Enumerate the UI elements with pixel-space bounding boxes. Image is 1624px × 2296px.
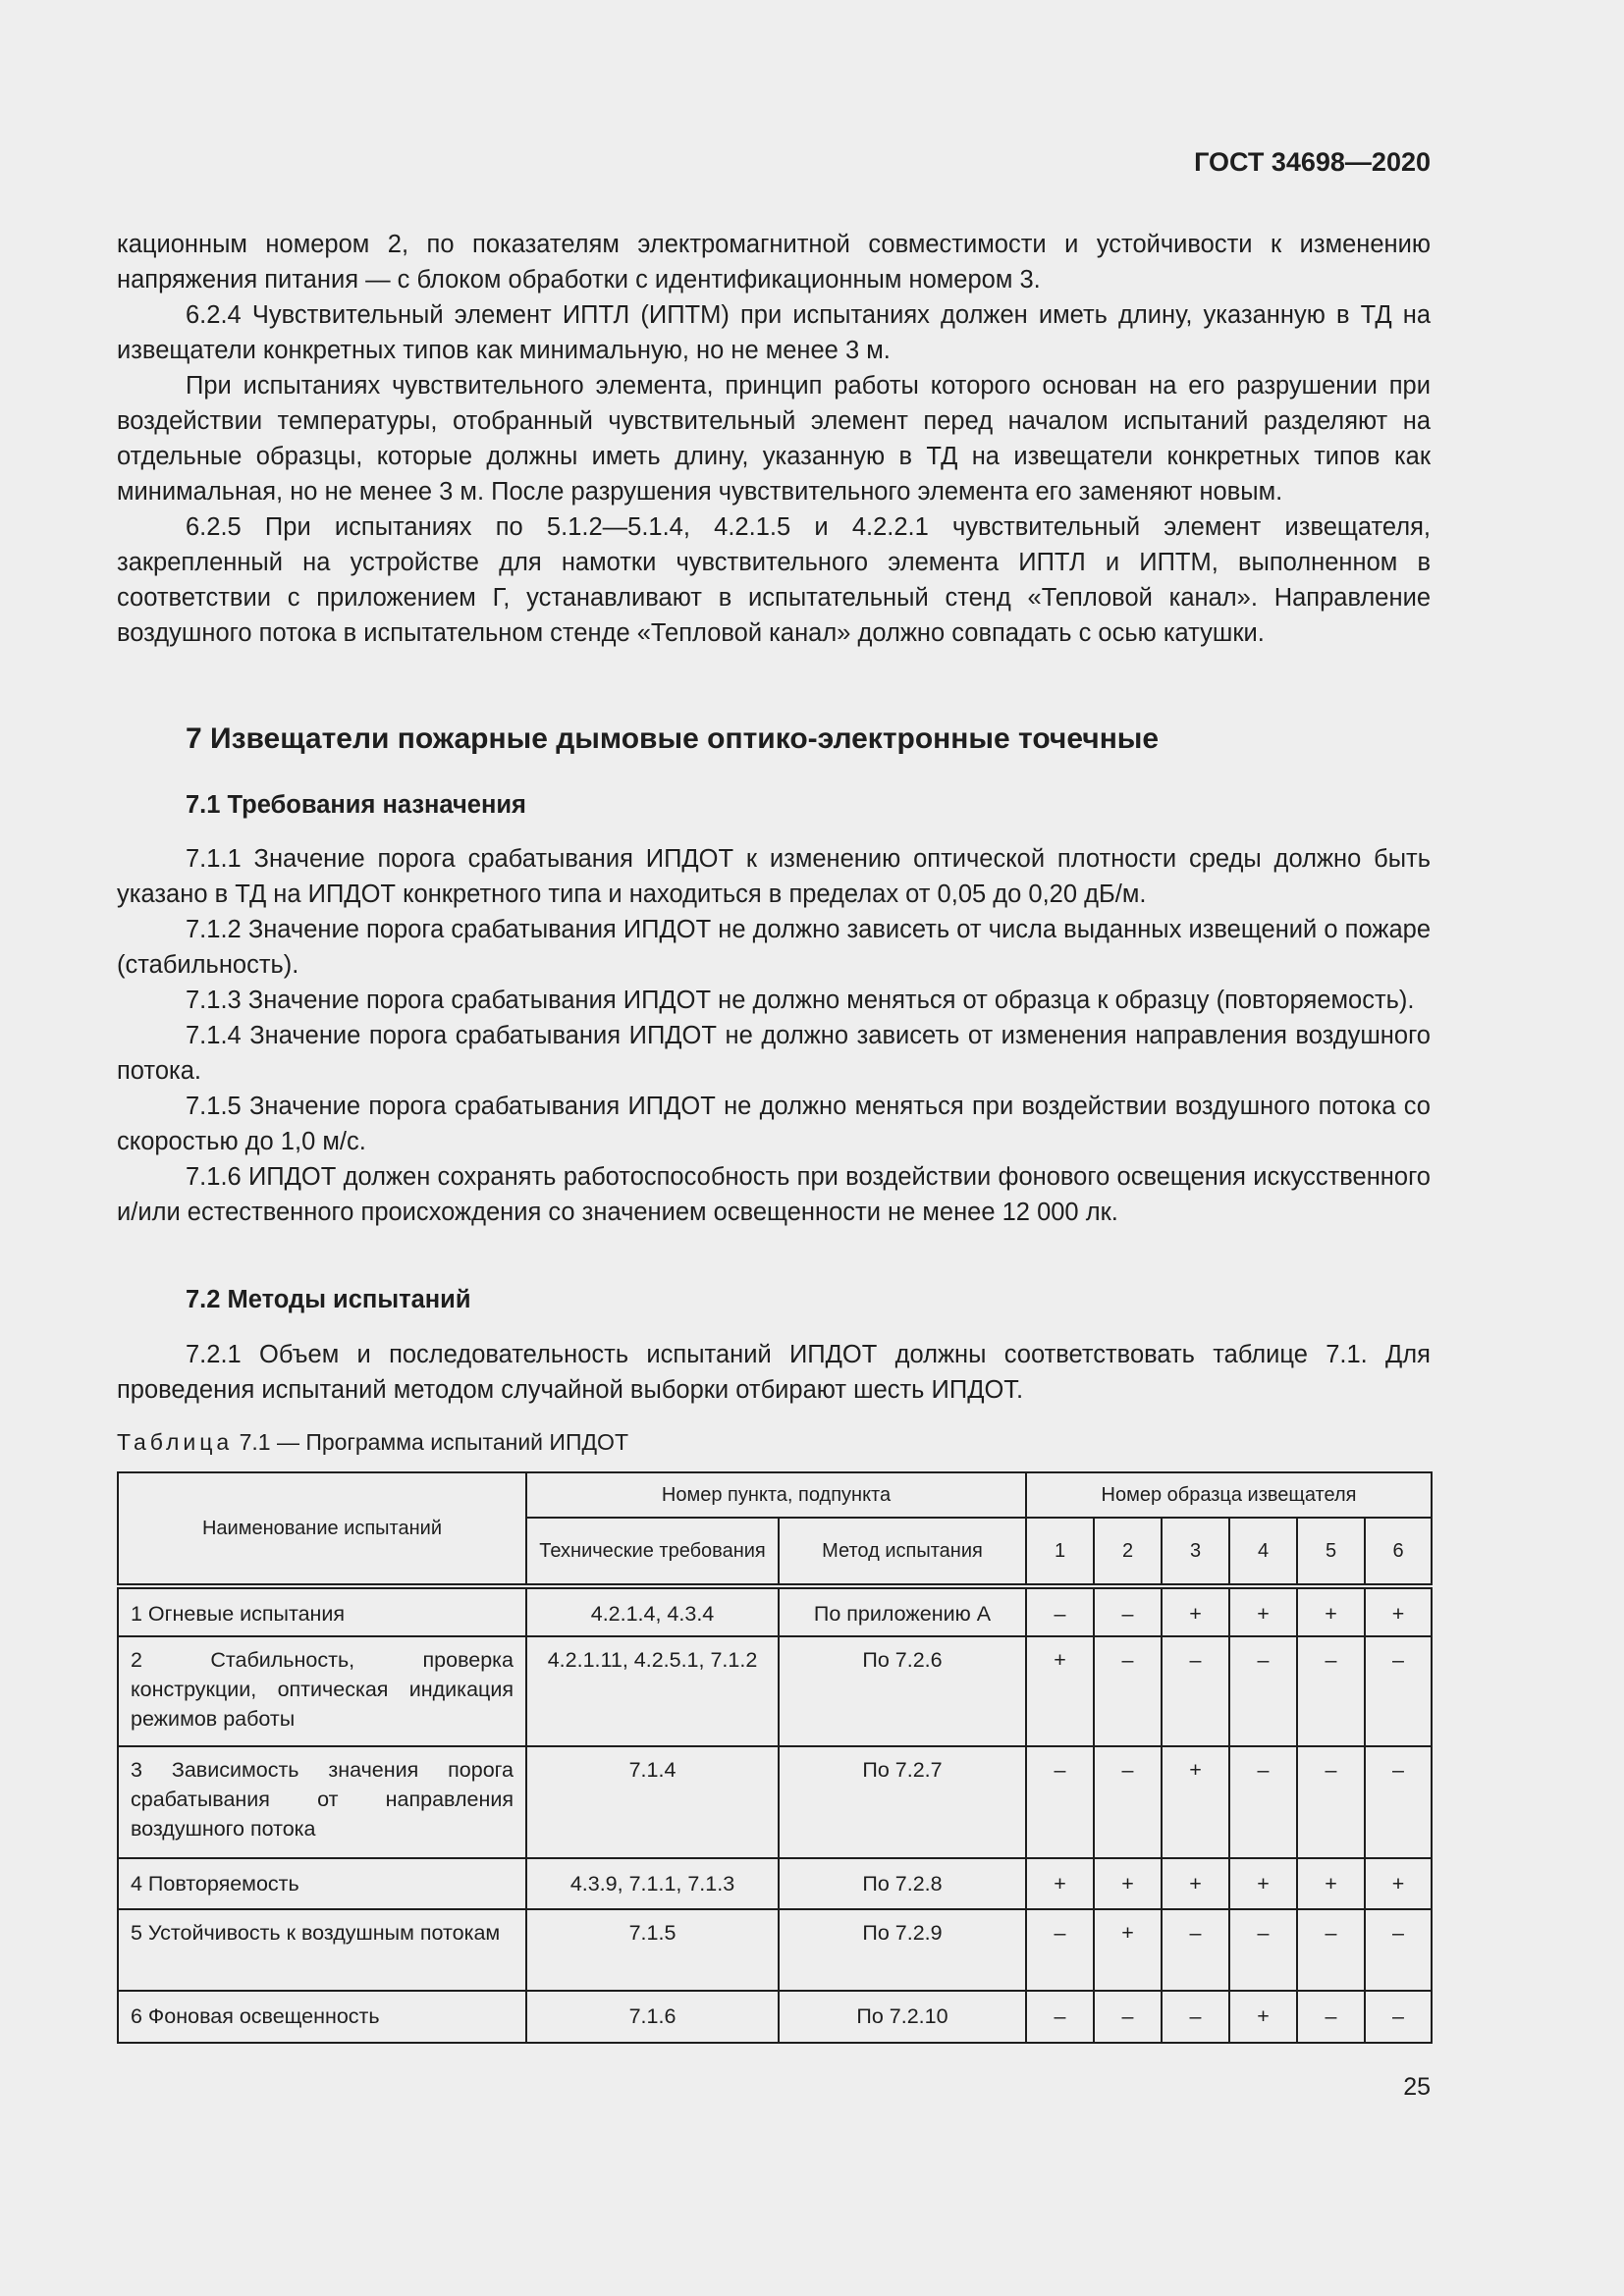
section-heading: 7 Извещатели пожарные дымовые оптико-электронные точечные bbox=[186, 722, 1160, 755]
tech-requirements: 7.1.6 bbox=[526, 1991, 779, 2043]
table-row bbox=[118, 1858, 1432, 1909]
table-caption bbox=[117, 1429, 628, 1456]
header-tech: Технические требования bbox=[526, 1518, 779, 1586]
sample-mark: + bbox=[1297, 1586, 1365, 1636]
sample-mark: + bbox=[1365, 1858, 1432, 1909]
tech-requirements: 4.2.1.4, 4.3.4 bbox=[526, 1586, 779, 1636]
table-row bbox=[118, 1909, 1432, 1991]
sample-mark: – bbox=[1365, 1991, 1432, 2043]
sample-mark: – bbox=[1365, 1909, 1432, 1991]
paragraph: 6.2.5 При испытаниях по 5.1.2—5.1.4, 4.2.1.5 и 4.2.2.1 чувствительный элемент извещателя, закрепленный на устройстве для намотки чувствительного элемента ИПТЛ и ИПТМ, выполненном в соответствии с приложением Г, устанавливают в испытательный стенд «Тепловой канал». Направление воздушного потока в испытательном стенде «Тепловой канал» должно совпадать с осью катушки. bbox=[117, 513, 1431, 647]
sample-mark: – bbox=[1026, 1909, 1094, 1991]
test-name: 3 Зависимость значения порога срабатывания от направления воздушного потока bbox=[118, 1746, 526, 1858]
test-program-table bbox=[117, 1471, 1433, 2044]
test-method: По 7.2.10 bbox=[779, 1991, 1026, 2043]
sample-mark: – bbox=[1229, 1746, 1297, 1858]
table-row bbox=[118, 1586, 1432, 1636]
paragraph: 7.1.2 Значение порога срабатывания ИПДОТ не должно зависеть от числа выданных извещений о пожаре (стабильность). bbox=[117, 916, 1431, 979]
text-block-71 bbox=[117, 841, 1431, 1230]
sample-mark: + bbox=[1094, 1858, 1162, 1909]
header-num: 1 bbox=[1026, 1518, 1094, 1586]
header-name: Наименование испытаний bbox=[118, 1472, 526, 1586]
sample-mark: + bbox=[1162, 1586, 1229, 1636]
test-method: По 7.2.9 bbox=[779, 1909, 1026, 1991]
text-block-top bbox=[117, 227, 1431, 651]
text-block-72 bbox=[117, 1337, 1431, 1408]
sample-mark: – bbox=[1094, 1746, 1162, 1858]
sample-mark: + bbox=[1229, 1586, 1297, 1636]
paragraph: 7.1.3 Значение порога срабатывания ИПДОТ не должно меняться от образца к образцу (повторяемость). bbox=[186, 987, 1415, 1014]
tech-requirements: 4.2.1.11, 4.2.5.1, 7.1.2 bbox=[526, 1636, 779, 1746]
sample-mark: – bbox=[1365, 1636, 1432, 1746]
sample-mark: + bbox=[1229, 1991, 1297, 2043]
paragraph: 7.1.1 Значение порога срабатывания ИПДОТ к изменению оптической плотности среды должно быть указано в ТД на ИПДОТ конкретного типа и находиться в пределах от 0,05 до 0,20 дБ/м. bbox=[117, 845, 1431, 908]
header-sample: Номер образца извещателя bbox=[1026, 1472, 1432, 1518]
test-method: По 7.2.7 bbox=[779, 1746, 1026, 1858]
test-name: 5 Устойчивость к воздушным потокам bbox=[118, 1909, 526, 1991]
paragraph: 7.1.4 Значение порога срабатывания ИПДОТ не должно зависеть от изменения направления воздушного потока. bbox=[117, 1022, 1431, 1085]
sample-mark: + bbox=[1162, 1858, 1229, 1909]
sample-mark: + bbox=[1026, 1636, 1094, 1746]
sample-mark: + bbox=[1094, 1909, 1162, 1991]
test-name: 4 Повторяемость bbox=[118, 1858, 526, 1909]
header-num: 3 bbox=[1162, 1518, 1229, 1586]
sample-mark: – bbox=[1297, 1746, 1365, 1858]
header-num: 2 bbox=[1094, 1518, 1162, 1586]
sample-mark: – bbox=[1094, 1991, 1162, 2043]
sample-mark: – bbox=[1229, 1636, 1297, 1746]
sample-mark: – bbox=[1162, 1909, 1229, 1991]
sample-mark: + bbox=[1365, 1586, 1432, 1636]
sample-mark: – bbox=[1229, 1909, 1297, 1991]
test-method: По 7.2.6 bbox=[779, 1636, 1026, 1746]
sample-mark: – bbox=[1026, 1746, 1094, 1858]
paragraph: При испытаниях чувствительного элемента, принцип работы которого основан на его разрушении при воздействии температуры, отобранный чувствительный элемент перед началом испытаний разделяют на отдельные образцы, которые должны иметь длину, указанную в ТД на извещатели конкретных типов как минимальная, но не менее 3 м. После разрушения чувствительного элемента его заменяют новым. bbox=[117, 372, 1431, 506]
paragraph: 7.1.5 Значение порога срабатывания ИПДОТ не должно меняться при воздействии воздушного потока со скоростью до 1,0 м/с. bbox=[117, 1093, 1431, 1155]
header-num: 5 bbox=[1297, 1518, 1365, 1586]
paragraph: 7.1.6 ИПДОТ должен сохранять работоспособность при воздействии фонового освещения искусственного и/или естественного происхождения со значением освещенности не менее 12 000 лк. bbox=[117, 1163, 1431, 1226]
tech-requirements: 7.1.4 bbox=[526, 1746, 779, 1858]
table-row bbox=[118, 1746, 1432, 1858]
caption-label: Таблица bbox=[117, 1429, 234, 1455]
sample-mark: + bbox=[1162, 1746, 1229, 1858]
table-row bbox=[118, 1991, 1432, 2043]
sample-mark: – bbox=[1094, 1586, 1162, 1636]
tech-requirements: 7.1.5 bbox=[526, 1909, 779, 1991]
sample-mark: – bbox=[1094, 1636, 1162, 1746]
test-method: По 7.2.8 bbox=[779, 1858, 1026, 1909]
document-header: ГОСТ 34698—2020 bbox=[1194, 147, 1431, 177]
header-num: 4 bbox=[1229, 1518, 1297, 1586]
subsection-heading: 7.2 Методы испытаний bbox=[186, 1286, 471, 1313]
sample-mark: – bbox=[1162, 1991, 1229, 2043]
page-number: 25 bbox=[1403, 2073, 1431, 2101]
test-name: 1 Огневые испытания bbox=[118, 1586, 526, 1636]
table-row bbox=[118, 1636, 1432, 1746]
test-method: По приложению А bbox=[779, 1586, 1026, 1636]
sample-mark: + bbox=[1026, 1858, 1094, 1909]
sample-mark: – bbox=[1026, 1586, 1094, 1636]
tech-requirements: 4.3.9, 7.1.1, 7.1.3 bbox=[526, 1858, 779, 1909]
subsection-heading: 7.1 Требования назначения bbox=[186, 791, 526, 819]
caption-title: 7.1 — Программа испытаний ИПДОТ bbox=[239, 1429, 628, 1455]
sample-mark: – bbox=[1026, 1991, 1094, 2043]
sample-mark: + bbox=[1229, 1858, 1297, 1909]
sample-mark: + bbox=[1297, 1858, 1365, 1909]
sample-mark: – bbox=[1365, 1746, 1432, 1858]
paragraph: кационным номером 2, по показателям электромагнитной совместимости и устойчивости к изменению напряжения питания — с блоком обработки с идентификационным номером 3. bbox=[117, 231, 1431, 294]
sample-mark: – bbox=[1297, 1636, 1365, 1746]
test-name: 6 Фоновая освещенность bbox=[118, 1991, 526, 2043]
header-num: 6 bbox=[1365, 1518, 1432, 1586]
sample-mark: – bbox=[1297, 1991, 1365, 2043]
sample-mark: – bbox=[1162, 1636, 1229, 1746]
test-name: 2 Стабильность, проверка конструкции, оптическая индикация режимов работы bbox=[118, 1636, 526, 1746]
sample-mark: – bbox=[1297, 1909, 1365, 1991]
header-clause: Номер пункта, подпункта bbox=[526, 1472, 1026, 1518]
header-method: Метод испытания bbox=[779, 1518, 1026, 1586]
paragraph: 6.2.4 Чувствительный элемент ИПТЛ (ИПТМ) при испытаниях должен иметь длину, указанную в ТД на извещатели конкретных типов как минимальную, но не менее 3 м. bbox=[117, 301, 1431, 364]
paragraph: 7.2.1 Объем и последовательность испытаний ИПДОТ должны соответствовать таблице 7.1. Для проведения испытаний методом случайной выборки отбирают шесть ИПДОТ. bbox=[117, 1341, 1431, 1404]
